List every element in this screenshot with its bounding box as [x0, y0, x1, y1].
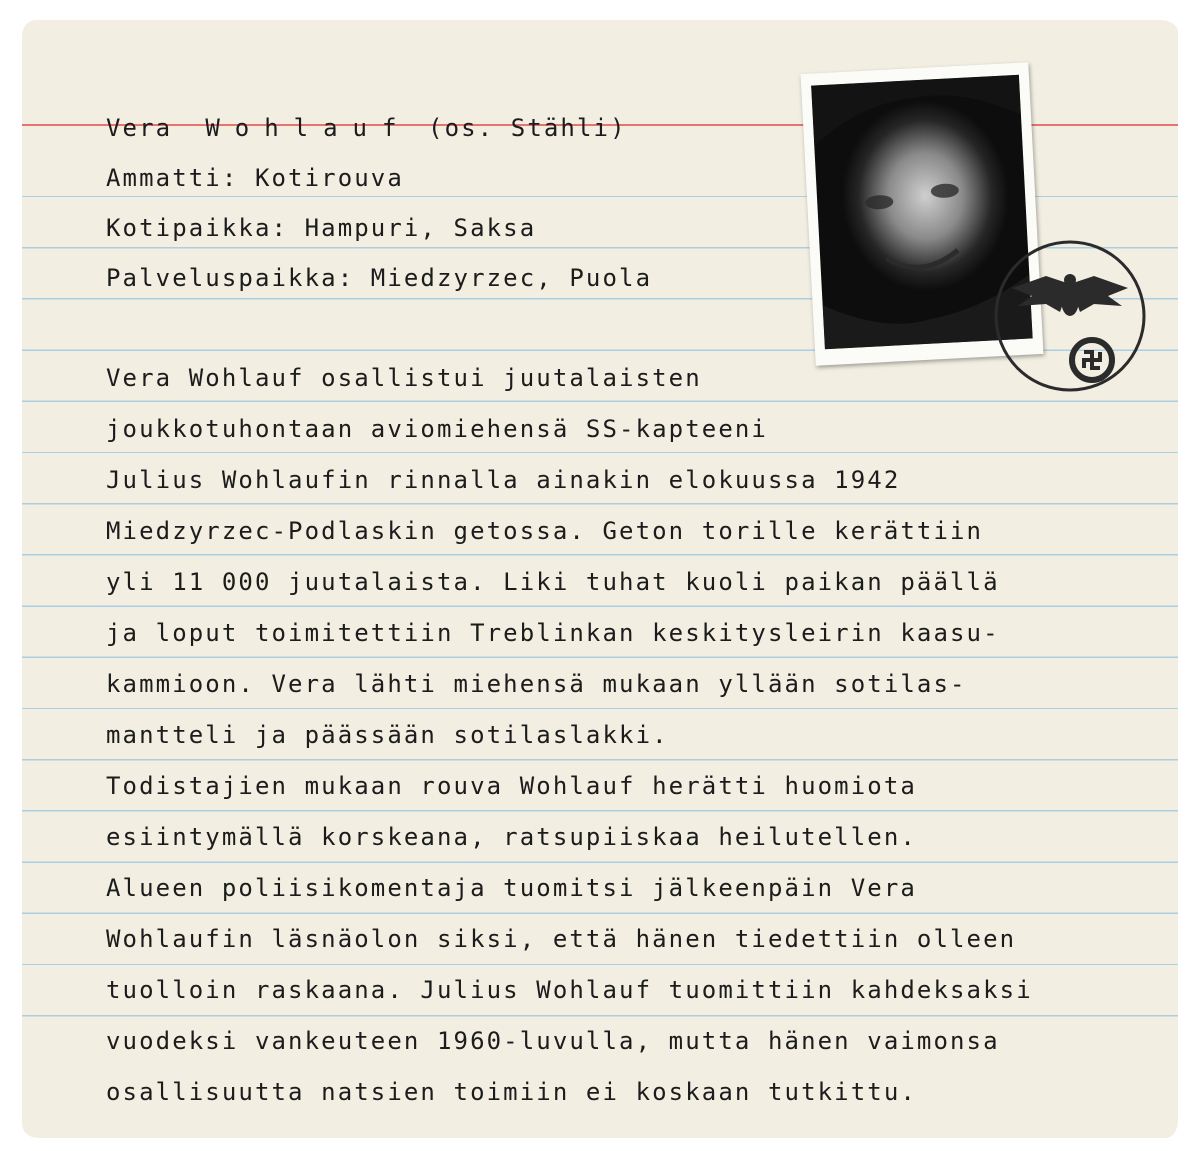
eagle-stamp-icon [988, 236, 1152, 396]
body-line: Vera Wohlauf osallistui juutalaisten [106, 364, 702, 392]
body-line: Miedzyrzec-Podlaskin getossa. Geton torille kerättiin [106, 517, 984, 545]
body-line: tuolloin raskaana. Julius Wohlauf tuomittiin kahdeksaksi [106, 976, 1033, 1004]
body-line: Julius Wohlaufin rinnalla ainakin elokuussa 1942 [106, 466, 901, 494]
body-line: Alueen poliisikomentaja tuomitsi jälkeenpäin Vera [106, 874, 917, 902]
service-place-line: Palveluspaikka: Miedzyrzec, Puola [106, 264, 653, 292]
body-line: kammioon. Vera lähti miehensä mukaan yllään sotilas- [106, 670, 967, 698]
body-line: yli 11 000 juutalaista. Liki tuhat kuoli paikan päällä [106, 568, 1000, 596]
body-line: joukkotuhontaan aviomiehensä SS-kapteeni [106, 415, 768, 443]
body-line: osallisuutta natsien toimiin ei koskaan tutkittu. [106, 1078, 917, 1106]
body-line: Todistajien mukaan rouva Wohlauf herätti huomiota [106, 772, 917, 800]
body-line: Wohlaufin läsnäolon siksi, että hänen tiedettiin olleen [106, 925, 1017, 953]
maiden-name: (os. Stähli) [428, 114, 627, 142]
hometown-line: Kotipaikka: Hampuri, Saksa [106, 214, 537, 242]
first-name: Vera [106, 114, 173, 142]
occupation-line: Ammatti: Kotirouva [106, 164, 404, 192]
body-line: ja loput toimitettiin Treblinkan keskitysleirin kaasu- [106, 619, 1000, 647]
body-line: vuodeksi vankeuteen 1960-luvulla, mutta hänen vaimonsa [106, 1027, 1000, 1055]
surname: Wohlauf [205, 114, 412, 142]
body-line: mantteli ja päässään sotilaslakki. [106, 721, 669, 749]
name-line [106, 113, 627, 143]
body-line: esiintymällä korskeana, ratsupiiskaa heilutellen. [106, 823, 917, 851]
